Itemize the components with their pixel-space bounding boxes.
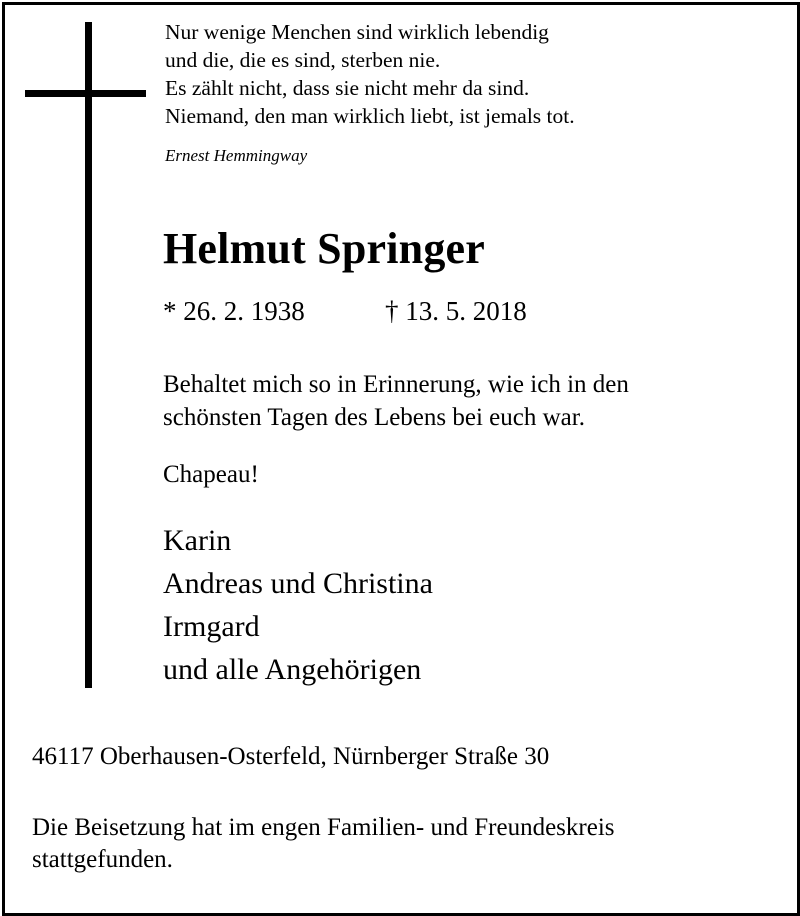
death-date: † 13. 5. 2018: [385, 296, 527, 326]
quote-line: schönsten Tagen des Lebens bei euch war.: [163, 404, 585, 431]
birth-date: * 26. 2. 1938: [163, 296, 305, 326]
cross-vertical-bar: [85, 22, 92, 688]
quote-line: Behaltet mich so in Erinnerung, wie ich in den: [163, 371, 629, 398]
mourner-name: Karin: [163, 524, 232, 557]
mourners-list: [163, 519, 433, 691]
poem-line: und die, die es sind, sterben nie.: [165, 48, 441, 72]
notice-line: stattgefunden.: [32, 846, 173, 873]
poem-author: Ernest Hemmingway: [165, 146, 308, 165]
burial-notice: [32, 812, 615, 876]
deceased-name: Helmut Springer: [163, 224, 485, 273]
poem-line: Niemand, den man wirklich liebt, ist jemals tot.: [165, 104, 575, 128]
poem-line: Nur wenige Menchen sind wirklich lebendig: [165, 20, 549, 44]
cross-horizontal-bar: [25, 90, 146, 97]
address: 46117 Oberhausen-Osterfeld, Nürnberger Straße 30: [32, 743, 550, 770]
memorial-quote: [163, 368, 629, 434]
poem-line: Es zählt nicht, dass sie nicht mehr da sind.: [165, 76, 530, 100]
mourner-name: und alle Angehörigen: [163, 653, 422, 686]
notice-line: Die Beisetzung hat im engen Familien- und Freundeskreis: [32, 814, 615, 841]
mourner-name: Andreas und Christina: [163, 567, 433, 600]
notice-border: [2, 2, 800, 916]
farewell-text: Chapeau!: [163, 461, 259, 488]
mourner-name: Irmgard: [163, 610, 260, 643]
poem: [165, 18, 575, 130]
